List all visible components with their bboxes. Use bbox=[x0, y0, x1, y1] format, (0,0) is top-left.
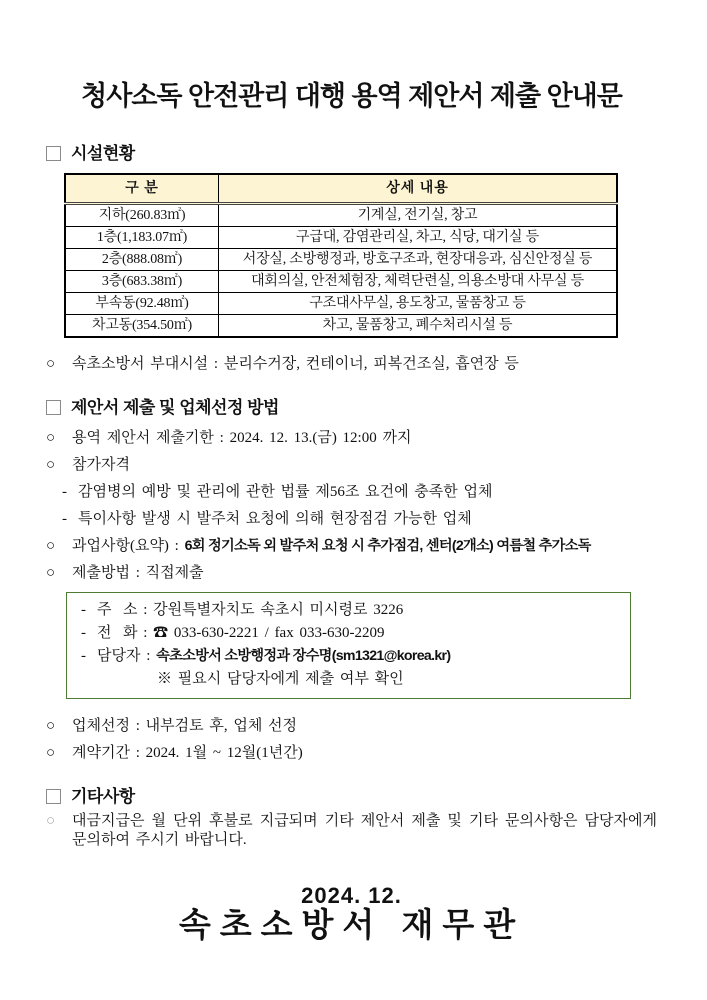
table-row bbox=[65, 249, 617, 271]
selection-text: 업체선정 : 내부검토 후, 업체 선정 bbox=[72, 718, 298, 734]
cell-category: 부속동(92.48㎡) bbox=[65, 293, 219, 315]
dash-bullet-icon: - bbox=[81, 625, 86, 641]
deadline-line bbox=[46, 429, 657, 448]
dash-bullet-icon: - bbox=[62, 511, 67, 527]
cell-detail: 기계실, 전기실, 창고 bbox=[219, 204, 618, 227]
table-row bbox=[65, 227, 617, 249]
phone-value: ☎ 033-630-2221 / fax 033-630-2209 bbox=[153, 625, 385, 641]
contact-phone bbox=[97, 624, 384, 643]
circle-bullet-icon: ○ bbox=[46, 538, 56, 554]
circle-bullet-icon: ○ bbox=[46, 718, 56, 734]
cell-detail: 구조대사무실, 용도창고, 물품창고 등 bbox=[219, 293, 618, 315]
qualification-item bbox=[62, 483, 657, 502]
period-text: 계약기간 : 2024. 1월 ~ 12월(1년간) bbox=[72, 745, 303, 761]
task-bold-text: 6회 정기소독 외 발주처 요청 시 추가점검, 센터(2개소) 여름철 추가소독 bbox=[184, 538, 591, 554]
etc-body-text: 대금지급은 월 단위 후불로 지급되며 기타 제안서 제출 및 기타 문의사항은 담당자에게 문의하여 주시기 바랍니다. bbox=[72, 813, 657, 848]
manager-label: 담당자 : bbox=[97, 648, 157, 664]
dash-bullet-icon: - bbox=[81, 602, 86, 618]
selection-line bbox=[46, 717, 657, 736]
contact-note: ※ 필요시 담당자에게 제출 여부 확인 bbox=[157, 671, 404, 687]
contact-manager-line bbox=[81, 647, 620, 666]
task-text bbox=[72, 537, 591, 556]
qualification-item-text: 감염병의 예방 및 관리에 관한 법률 제56조 요건에 충족한 업체 bbox=[78, 484, 493, 500]
section-heading-submission bbox=[46, 398, 657, 417]
footer-date: 2024. 12. bbox=[301, 883, 402, 908]
deadline-text: 용역 제안서 제출기한 : 2024. 12. 13.(금) 12:00 까지 bbox=[72, 430, 412, 446]
method-text: 제출방법 : 직접제출 bbox=[72, 565, 204, 581]
column-header-category: 구 분 bbox=[65, 174, 219, 204]
facility-table bbox=[64, 173, 618, 338]
footer-signer: 속초소방서 재무관 bbox=[178, 906, 525, 943]
page-title: 청사소독 안전관리 대행 용역 제안서 제출 안내문 bbox=[81, 81, 622, 111]
checkbox-icon bbox=[46, 789, 61, 804]
section-heading-etc bbox=[46, 787, 657, 806]
circle-bullet-icon: ○ bbox=[46, 457, 56, 473]
method-line bbox=[46, 564, 657, 583]
address-label: 주 소 : bbox=[97, 602, 154, 618]
contact-address-line bbox=[81, 601, 620, 620]
circle-bullet-icon: ○ bbox=[46, 565, 56, 581]
cell-detail: 차고, 물품창고, 폐수처리시설 등 bbox=[219, 315, 618, 338]
cell-category: 3층(683.38㎡) bbox=[65, 271, 219, 293]
qualification-line bbox=[46, 456, 657, 475]
section-heading-label: 시설현황 bbox=[71, 144, 135, 163]
table-row bbox=[65, 204, 617, 227]
checkbox-icon bbox=[46, 400, 61, 415]
qualification-item bbox=[62, 510, 657, 529]
manager-value: 속초소방서 소방행정과 장수명(sm1321@korea.kr) bbox=[156, 648, 451, 664]
facility-note-text: 속초소방서 부대시설 : 분리수거장, 컨테이너, 피복건조실, 흡연장 등 bbox=[72, 356, 519, 372]
section-heading-facility bbox=[46, 144, 657, 163]
cell-detail: 대회의실, 안전체험장, 체력단련실, 의용소방대 사무실 등 bbox=[219, 271, 618, 293]
table-header-row bbox=[65, 174, 617, 204]
contact-phone-line bbox=[81, 624, 620, 643]
phone-label: 전 화 : bbox=[97, 625, 154, 641]
cell-category: 1층(1,183.07㎡) bbox=[65, 227, 219, 249]
table-row bbox=[65, 293, 617, 315]
qualification-text: 참가자격 bbox=[72, 457, 130, 473]
cell-category: 2층(888.08㎡) bbox=[65, 249, 219, 271]
task-line bbox=[46, 537, 657, 556]
contact-address bbox=[97, 601, 403, 620]
circle-bullet-icon: ○ bbox=[46, 745, 56, 761]
table-row bbox=[65, 315, 617, 338]
section-heading-label: 기타사항 bbox=[71, 787, 135, 806]
checkbox-icon bbox=[46, 146, 61, 161]
circle-bullet-icon: ○ bbox=[46, 430, 56, 446]
task-label: 과업사항(요약) : bbox=[72, 538, 185, 554]
section-heading-label: 제안서 제출 및 업체선정 방법 bbox=[71, 398, 279, 417]
dash-bullet-icon: - bbox=[81, 648, 86, 664]
contact-box bbox=[66, 592, 631, 699]
circle-bullet-icon: ○ bbox=[46, 356, 56, 372]
cell-detail: 서장실, 소방행정과, 방호구조과, 현장대응과, 심신안정실 등 bbox=[219, 249, 618, 271]
etc-body-line bbox=[46, 812, 657, 850]
column-header-detail: 상세 내용 bbox=[219, 174, 618, 204]
period-line bbox=[46, 744, 657, 763]
facility-note bbox=[46, 355, 657, 374]
contact-manager bbox=[97, 647, 450, 666]
table-row bbox=[65, 271, 617, 293]
cell-detail: 구급대, 감염관리실, 차고, 식당, 대기실 등 bbox=[219, 227, 618, 249]
qualification-item-text: 특이사항 발생 시 발주처 요청에 의해 현장점검 가능한 업체 bbox=[78, 511, 472, 527]
cell-category: 지하(260.83㎡) bbox=[65, 204, 219, 227]
address-value: 강원특별자치도 속초시 미시령로 3226 bbox=[153, 602, 404, 618]
cell-category: 차고동(354.50㎡) bbox=[65, 315, 219, 338]
dash-bullet-icon: - bbox=[62, 484, 67, 500]
circle-bullet-icon: ○ bbox=[46, 813, 56, 829]
